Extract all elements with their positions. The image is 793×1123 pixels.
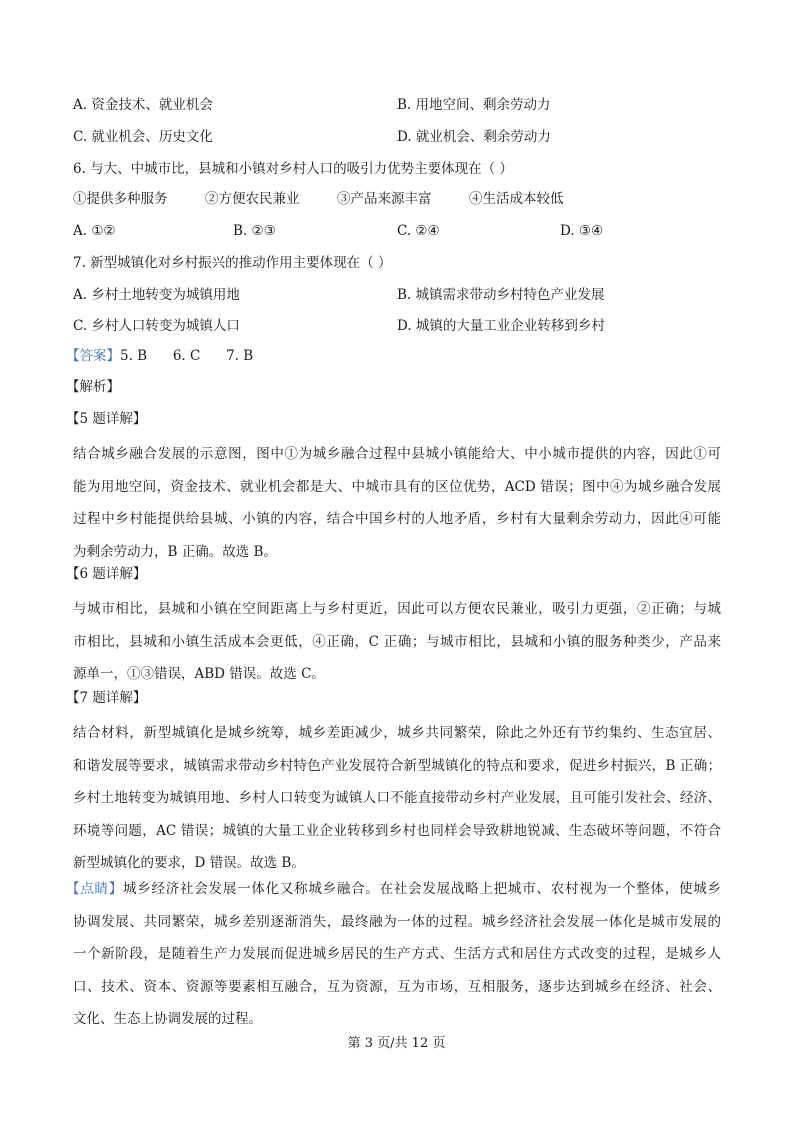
q7-option-b: B. 城镇需求带动乡村特色产业发展	[397, 287, 605, 303]
q7-stem: 7. 新型城镇化对乡村振兴的推动作用主要体现在（ ）	[73, 255, 392, 271]
q5-detail-heading: 【5 题详解】	[66, 411, 147, 427]
q5-option-d: D. 就业机会、剩余劳动力	[397, 129, 551, 145]
q5-detail-paragraph	[73, 438, 721, 568]
q6-item-1: ①提供多种服务	[73, 191, 168, 207]
tip-line-4: 口、技术、资本、资源等要素相互融合，互为资源，互为市场，互相服务，逐步达到城乡在经济、社会、	[73, 978, 721, 995]
q6-detail-line-2: 市相比，县城和小镇生活成本会更低，④正确，C 正确；与城市相比，县城和小镇的服务种类少，产品来	[73, 633, 721, 650]
analysis-label: 【解析】	[66, 379, 120, 395]
tip-paragraph	[66, 873, 721, 1036]
q5-option-c: C. 就业机会、历史文化	[73, 129, 213, 145]
tip-first-text: 城乡经济社会发展一体化又称城乡融合。在社会发展战略上把城市、农村视为一个整体，使城乡	[123, 881, 722, 897]
q7-option-d: D. 城镇的大量工业企业转移到乡村	[397, 318, 605, 334]
q7-detail-line-1: 结合材料，新型城镇化是城乡统筹，城乡差距减少，城乡共同繁荣，除此之外还有节约集约、生态宜居、	[73, 725, 721, 741]
q6-option-a: A. ①②	[73, 223, 116, 239]
q6-detail-heading: 【6 题详解】	[66, 566, 147, 582]
tip-line-1	[66, 873, 721, 906]
q6-item-2: ②方便农民兼业	[205, 191, 300, 207]
q6-option-c: C. ②④	[397, 223, 440, 239]
q6-option-b: B. ②③	[233, 223, 276, 239]
q5-detail-line-2: 能为用地空间，资金技术、就业机会都是大、中城市具有的区位优势，ACD 错误；图中④为城乡融合发展	[73, 478, 721, 495]
q5-detail-line-4: 为剩余劳动力，B 正确。故选 B。	[73, 543, 277, 560]
tip-line-3: 一个新阶段，是随着生产力发展而促进城乡居民的生产方式、生活方式和居住方式改变的过程，是城乡人	[73, 946, 721, 962]
q6-detail-line-3: 源单一，①③错误，ABD 错误。故选 C。	[73, 666, 325, 682]
q6-stem: 6. 与大、中城市比，县城和小镇对乡村人口的吸引力优势主要体现在（ ）	[73, 161, 513, 177]
q7-detail-paragraph	[73, 717, 721, 880]
q6-detail-line-1: 与城市相比，县城和小镇在空间距离上与乡村更近，因此可以方便农民兼业，吸引力更强，②正确；与城	[73, 601, 721, 617]
q7-option-c: C. 乡村人口转变为城镇人口	[73, 318, 240, 334]
q7-detail-line-3: 乡村土地转变为城镇用地、乡村人口转变为诚镇人口不能直接带动乡村产业发展，且可能引发社会、经济、	[73, 790, 721, 806]
q5-detail-line-1: 结合城乡融合发展的示意图，图中①为城乡融合过程中县城小镇能给大、中小城市提供的内容，因此①可	[73, 446, 721, 462]
q6-detail-paragraph	[73, 593, 721, 691]
q7-detail-line-4: 环境等问题，AC 错误；城镇的大量工业企业转移到乡村也同样会导致耕地锐减、生态破坏等问题，不符合	[73, 822, 721, 839]
q6-item-4: ④生活成本较低	[469, 191, 564, 207]
answer-label: 【答案】	[66, 348, 120, 364]
q6-option-d: D. ③④	[560, 223, 604, 239]
tip-line-2: 协调发展、共同繁荣，城乡差别逐渐消失，最终融为一体的过程。城乡经济社会发展一体化是城市发展的	[73, 913, 721, 930]
q7-option-a: A. 乡村土地转变为城镇用地	[73, 287, 240, 303]
q5-option-b: B. 用地空间、剩余劳动力	[397, 97, 551, 113]
tip-line-5: 文化、生态上协调发展的过程。	[73, 1011, 262, 1027]
q7-detail-line-5: 新型城镇化的要求，D 错误。故选 B。	[73, 855, 305, 871]
tip-label: 【点睛】	[66, 881, 124, 897]
q6-item-3: ③产品来源丰富	[337, 191, 432, 207]
q7-detail-line-2: 和谐发展等要求，城镇需求带动乡村特色产业发展符合新型城镇化的特点和要求，促进乡村振兴，B 正确；	[73, 757, 721, 774]
answer-values: 5. B 6. C 7. B	[120, 348, 254, 364]
page-number-footer: 第 3 页/共 12 页	[347, 1036, 446, 1051]
q7-detail-heading: 【7 题详解】	[66, 690, 147, 706]
q5-detail-line-3: 过程中乡村能提供给县城、小镇的内容，结合中国乡村的人地矛盾，乡村有大量剩余劳动力，因此④可能	[73, 511, 721, 527]
answer-line	[66, 346, 253, 366]
q5-option-a: A. 资金技术、就业机会	[73, 97, 213, 113]
